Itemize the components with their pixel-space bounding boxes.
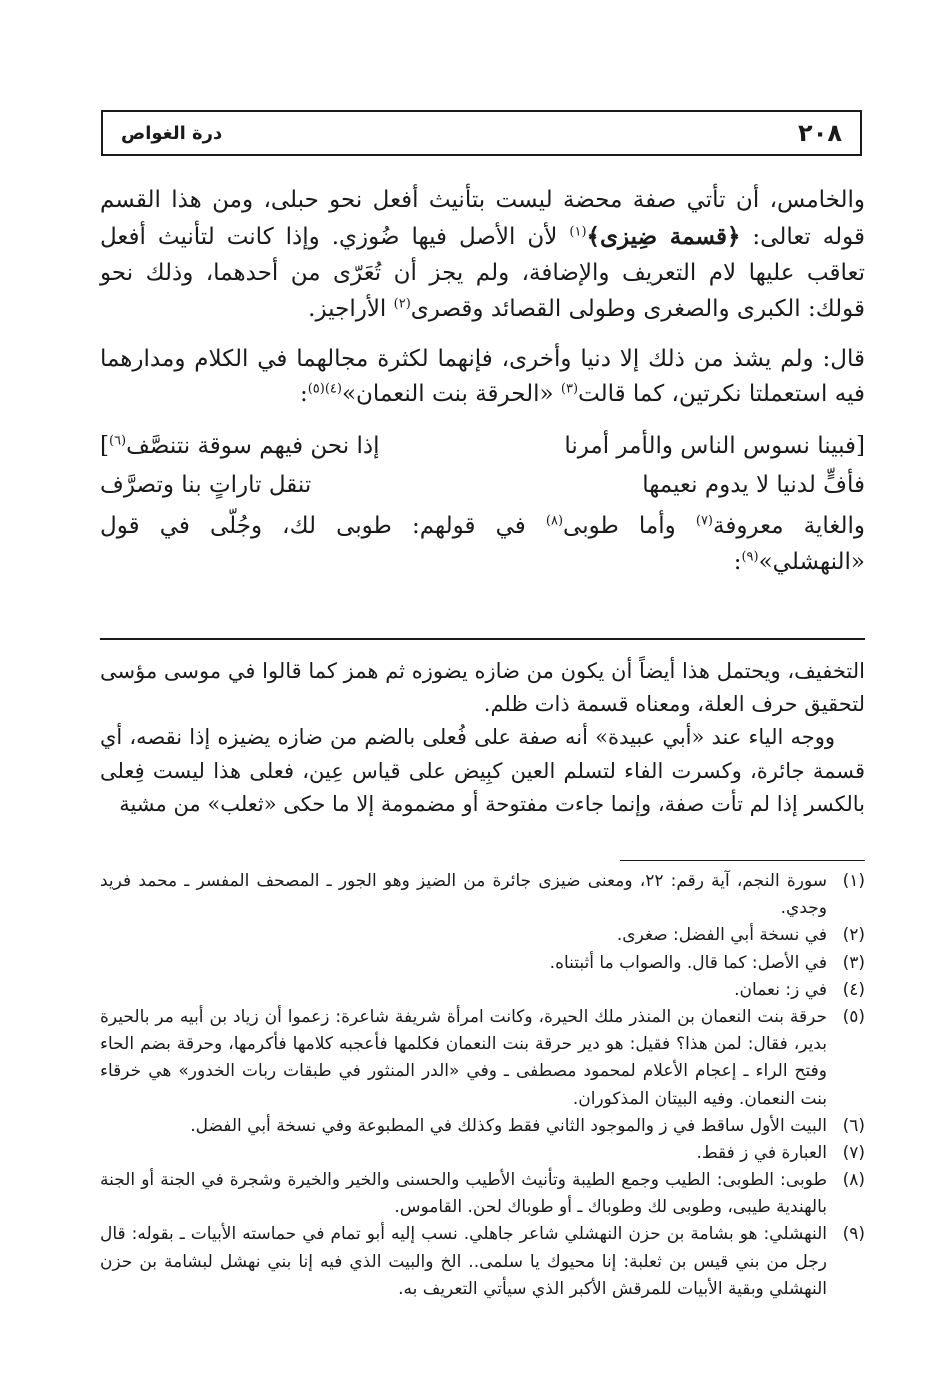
footnote-text: البيت الأول ساقط في ز والموجود الثاني فقط وكذلك في المطبوعة وفي نسخة أبي الفضل. <box>190 1115 827 1136</box>
verse-hemistich-second <box>100 427 380 466</box>
footnote-divider <box>620 860 865 861</box>
footnote-item <box>100 977 865 1004</box>
footnote-number: (١) <box>842 871 865 891</box>
footnote-text: طوبى: الطوبى: الطيب وجمع الطيبة وتأنيث الأطيب والحسنى والخير والخيرة وشجرة في الجنة أو الجنة بالهندية طيبى، وطوبى لك وطوباك ـ أو طوباك لحن. القاموس. <box>100 1170 827 1218</box>
verse-line-1 <box>100 427 865 466</box>
main-paragraph-1 <box>100 183 865 328</box>
footnote-item <box>100 1140 865 1167</box>
footnote-text: العبارة في ز فقط. <box>696 1142 827 1163</box>
footnote-text: حرقة بنت النعمان بن المنذر ملك الحيرة، وكانت امرأة شريفة شاعرة: زعموا أن زياد بن أبيه مر بالحيرة بدير، فقال: لمن هذا؟ فقيل: هو دير حرقة بنت النعمان فكلمها فأعجبه كلامها فأكرمها، وحرقة بضم الحاء وفتح الراء ـ إعجام الأعلام لمحمود مصطفى ـ وفي «الدر المنثور في طبقات ربات الخدور» هي خرقاء بنت النعمان. وفيه البيتان المذكوران. <box>100 1006 827 1109</box>
footnote-ref-3: (٣) <box>560 381 579 397</box>
quran-quote: ﴿قسمة ضِيزى﴾ <box>586 222 741 250</box>
verse-line-2 <box>100 466 865 505</box>
page-number: ٢٠٨ <box>798 119 842 147</box>
footnote-item <box>100 950 865 977</box>
footnote-text: سورة النجم، آية رقم: ٢٢، ومعنى ضيزى جائرة من الضيز وهو الجور ـ المصحف المفسر ـ محمد فريد وجدي. <box>100 871 827 919</box>
main-paragraph-2 <box>100 342 865 414</box>
text-run: «الحرقة بنت النعمان» <box>341 381 561 408</box>
footnote-ref-6: (٦) <box>108 433 127 449</box>
running-title: درة الغواص <box>121 122 223 144</box>
footnote-ref-2: (٢) <box>393 295 411 311</box>
footnote-text: في الأصل: كما قال. والصواب ما أثبتناه. <box>549 952 827 973</box>
commentary-block <box>100 655 865 821</box>
footnotes-list <box>100 868 865 1303</box>
footnote-number: (٤) <box>842 979 865 1000</box>
poem-verse <box>100 427 865 505</box>
verse-hemistich-first: فأفٍّ لدنيا لا يدوم نعيمها <box>642 472 865 499</box>
footnote-ref-8: (٨) <box>545 513 564 529</box>
text-run: إذا نحن فيهم سوقة نتنصَّف <box>126 433 380 460</box>
page-header <box>101 110 862 156</box>
footnote-number: (٥) <box>842 1006 865 1027</box>
footnote-ref-1: (١) <box>569 224 587 240</box>
text-run: : <box>733 549 742 576</box>
text-run: والغاية معروفة <box>713 513 865 540</box>
footnote-item <box>100 1004 865 1113</box>
text-run: لأن الأصل فيها ضُوزي. وإذا كانت لتأنيث أفعل تعاقب عليها لام التعريف والإضافة، ولم يجز أن تُعَرّى من أحدهما، وذلك نحو قولك: الكبرى والصغرى وطولى القصائد وقصرى <box>100 223 865 322</box>
footnote-ref-7: (٧) <box>695 513 713 529</box>
footnote-item <box>100 922 865 949</box>
footnote-text: النهشلي: هو بشامة بن حزن النهشلي شاعر جاهلي. نسب إليه أبو تمام في حماسته الأبيات ـ بقوله: قال رجل من بني قيس بن ثعلبة: إنا محيوك يا سلمى.. الخ والبيت الذي فيه إنا بني نهشل لبشامة بن حزن النهشلي وبقية الأبيات للمرقش الأكبر الذي سيأتي التعريف به. <box>100 1224 827 1299</box>
footnote-item <box>100 1221 865 1303</box>
main-paragraph-3 <box>100 509 865 581</box>
main-text <box>100 183 865 581</box>
footnote-number: (٦) <box>842 1115 865 1136</box>
text-run: : <box>299 381 308 408</box>
text-run: الأراجيز. <box>308 295 394 322</box>
footnote-ref-4-5: (٤)(٥) <box>307 381 342 397</box>
footnote-ref-9: (٩) <box>741 549 759 565</box>
footnote-text: في نسخة أبي الفضل: صغرى. <box>616 925 827 946</box>
commentary-paragraph-1: التخفيف، ويحتمل هذا أيضاً أن يكون من ضازه يضوزه ثم همز كما قالوا في موسى مؤسى لتحقيق حرف العلة، ومعناه قسمة ذات ظلم. <box>100 659 865 717</box>
footnote-number: (٨) <box>842 1170 865 1191</box>
footnote-text: في ز: نعمان. <box>734 979 827 1000</box>
footnote-item <box>100 868 865 922</box>
footnote-item <box>100 1167 865 1221</box>
verse-hemistich-first: [فبينا نسوس الناس والأمر أمرنا <box>564 433 865 460</box>
text-run: وأما طوبى <box>563 513 696 540</box>
text-run: ] <box>100 433 109 460</box>
footnote-number: (٩) <box>842 1224 865 1245</box>
footnote-number: (٣) <box>842 952 865 973</box>
commentary-paragraph-2: ووجه الياء عند «أبي عبيدة» أنه صفة على فُعلى بالضم من ضازه يضيزه إذا نقصه، أي قسمة جائرة، وكسرت الفاء لتسلم العين كبِيض على قياس عِين، فعلى هذا ليست فِعلى بالكسر إذا لم تأت صفة، وإنما جاءت مفتوحة أو مضمومة إلا ما حكى «ثعلب» من مشية <box>100 725 865 816</box>
text-run: والخامس، أن تأتي صفة محضة ليست بتأنيث أفعل نحو حبلى، ومن هذا القسم قوله تعالى: <box>100 187 866 250</box>
footnote-number: (٧) <box>842 1142 865 1163</box>
main-divider <box>100 638 865 640</box>
footnote-item <box>100 1113 865 1140</box>
text-run: في قولهم: طوبى لك، وجُلّى في قول «النهشلي» <box>100 513 865 576</box>
text-run: قال: ولم يشذ من ذلك إلا دنيا وأخرى، فإنهما لكثرة مجالهما في الكلام ومدارهما فيه استعملتا نكرتين، كما قالت <box>100 345 865 408</box>
verse-hemistich-second: تنقل تاراتٍ بنا وتصرَّف <box>100 472 312 499</box>
footnote-number: (٢) <box>842 925 865 946</box>
